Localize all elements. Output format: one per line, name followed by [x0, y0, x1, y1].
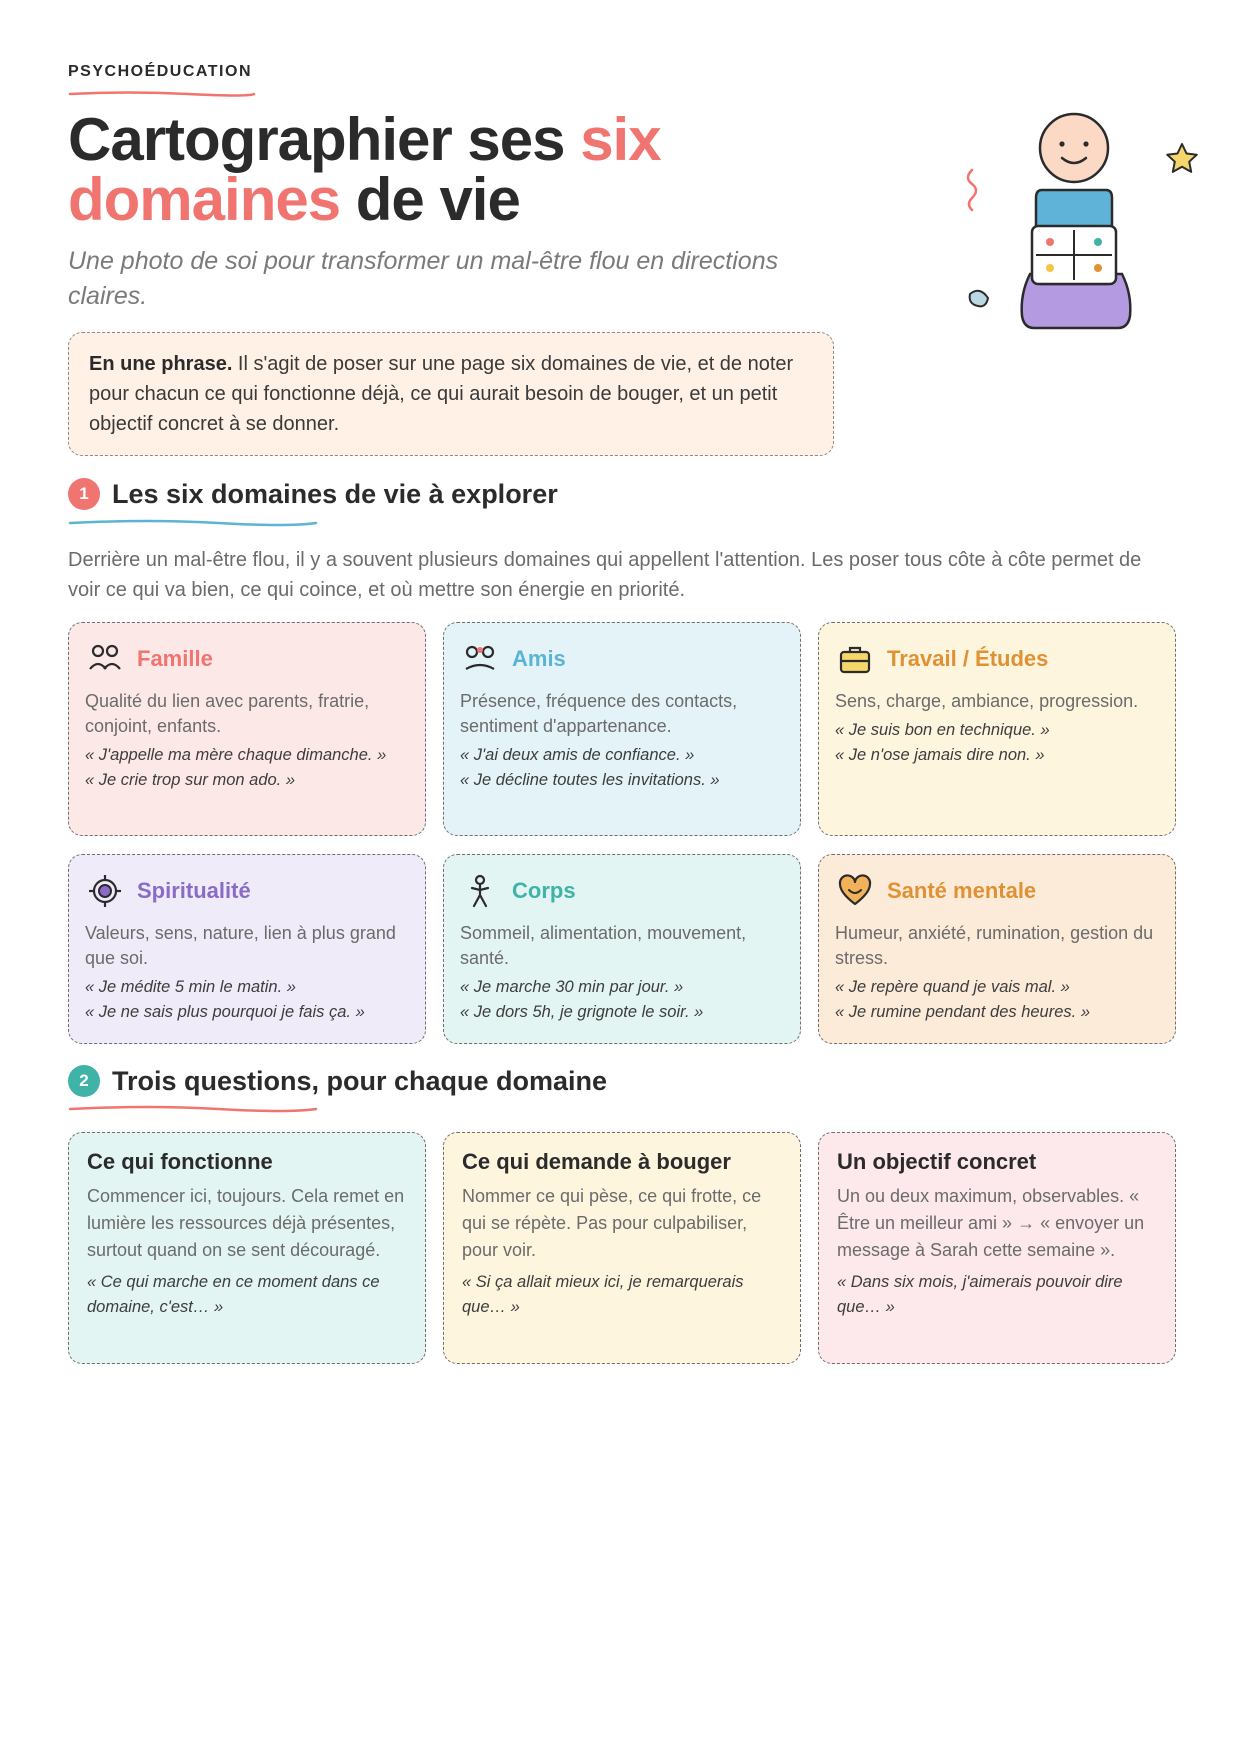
- family-icon: [85, 639, 125, 679]
- domain-description: Sens, charge, ambiance, progression.: [835, 691, 1139, 711]
- question-quote: « Dans six mois, j'aimerais pouvoir dire que… »: [837, 1273, 1123, 1316]
- eyebrow-underline: [68, 90, 256, 98]
- domain-quote: « Je médite 5 min le matin. »: [85, 978, 296, 996]
- section-2-underline: [68, 1104, 318, 1114]
- domain-card-corps: [443, 854, 801, 1044]
- question-card-fonctionne: [68, 1132, 426, 1364]
- leaf-decoration: [970, 291, 988, 307]
- domain-quote: « Je rumine pendant des heures. »: [835, 1003, 1091, 1021]
- star-icon: [1167, 144, 1197, 172]
- title-part2: de vie: [340, 166, 520, 233]
- domain-title: Santé mentale: [887, 878, 1037, 903]
- domain-title: Corps: [512, 878, 576, 903]
- domain-description: Sommeil, alimentation, mouvement, santé.: [460, 923, 747, 968]
- domain-title: Spiritualité: [137, 878, 251, 903]
- section-1-heading: [68, 478, 558, 510]
- heart-icon: [835, 871, 875, 911]
- summary-text: Il s'agit de poser sur une page six domaines de vie, et de noter pour chacun ce qui fonctionne déjà, ce qui aurait besoin de bouger, et un petit objectif concret à se donner.: [89, 353, 794, 435]
- domain-description: Présence, fréquence des contacts, sentiment d'appartenance.: [460, 691, 738, 736]
- domain-quote: « Je crie trop sur mon ado. »: [85, 771, 296, 789]
- domain-card-spiritualite: [68, 854, 426, 1044]
- domain-quote: « Je dors 5h, je grignote le soir. »: [460, 1003, 704, 1021]
- target-icon: [85, 871, 125, 911]
- domain-card-famille: [68, 622, 426, 836]
- question-title: Ce qui demande à bouger: [462, 1149, 731, 1174]
- domain-title: Travail / Études: [887, 646, 1049, 671]
- section-2-title: Trois questions, pour chaque domaine: [112, 1065, 608, 1096]
- domain-card-amis: [443, 622, 801, 836]
- title-part1: Cartographier ses: [68, 106, 581, 173]
- domain-quote: « Je suis bon en technique. »: [835, 721, 1050, 739]
- domain-description: Qualité du lien avec parents, fratrie, conjoint, enfants.: [85, 691, 370, 736]
- question-description: Nommer ce qui pèse, ce qui frotte, ce qui se répète. Pas pour culpabiliser, pour voir.: [462, 1186, 762, 1260]
- person-holding-grid-illustration: [900, 106, 1230, 346]
- domain-title: Famille: [137, 646, 213, 671]
- title-accent-domaines: domaines: [68, 166, 341, 233]
- section-2-heading: [68, 1065, 607, 1097]
- page-title: [68, 106, 848, 233]
- questions-grid: [68, 1132, 1176, 1364]
- page-subtitle: Une photo de soi pour transformer un mal-être flou en directions claires.: [68, 247, 779, 310]
- domain-description: Valeurs, sens, nature, lien à plus grand que soi.: [85, 923, 396, 968]
- section-1-title: Les six domaines de vie à explorer: [112, 478, 558, 509]
- title-accent-six: six: [580, 106, 661, 173]
- domain-description: Humeur, anxiété, rumination, gestion du stress.: [835, 923, 1154, 968]
- question-card-bouger: [443, 1132, 801, 1364]
- summary-box: [68, 332, 834, 456]
- section-1-underline: [68, 518, 318, 528]
- section-2-number-badge: 2: [68, 1065, 100, 1097]
- squiggle-decoration: [968, 170, 976, 210]
- question-title: Ce qui fonctionne: [87, 1149, 273, 1174]
- domain-card-travail: [818, 622, 1176, 836]
- question-title: Un objectif concret: [837, 1149, 1037, 1174]
- question-quote: « Ce qui marche en ce moment dans ce domaine, c'est… »: [87, 1273, 380, 1316]
- domain-quote: « J'ai deux amis de confiance. »: [460, 746, 695, 764]
- domain-title: Amis: [512, 646, 566, 671]
- domains-grid: [68, 622, 1176, 1044]
- domain-quote: « Je ne sais plus pourquoi je fais ça. »: [85, 1003, 365, 1021]
- question-description: Un ou deux maximum, observables. « Être un meilleur ami » → « envoyer un message à Sarah cette semaine ».: [837, 1186, 1145, 1260]
- question-description: Commencer ici, toujours. Cela remet en lumière les ressources déjà présentes, surtout quand on se sent découragé.: [87, 1186, 405, 1260]
- body-icon: [460, 871, 500, 911]
- section-1-number-badge: 1: [68, 478, 100, 510]
- domain-quote: « Je marche 30 min par jour. »: [460, 978, 684, 996]
- eyebrow-label: PSYCHOÉDUCATION: [68, 63, 252, 80]
- domain-quote: « Je décline toutes les invitations. »: [460, 771, 720, 789]
- domain-quote: « J'appelle ma mère chaque dimanche. »: [85, 746, 387, 764]
- question-quote: « Si ça allait mieux ici, je remarquerais que… »: [462, 1273, 744, 1316]
- section-1-intro: Derrière un mal-être flou, il y a souvent plusieurs domaines qui appellent l'attention. Les poser tous côte à côte permet de voir ce qui va bien, ce qui coince, et où mettre son énergie en priorité.: [68, 549, 1142, 601]
- briefcase-icon: [835, 639, 875, 679]
- summary-lead: En une phrase.: [89, 353, 233, 375]
- question-card-objectif: [818, 1132, 1176, 1364]
- domain-card-sante-mentale: [818, 854, 1176, 1044]
- domain-quote: « Je n'ose jamais dire non. »: [835, 746, 1045, 764]
- domain-quote: « Je repère quand je vais mal. »: [835, 978, 1070, 996]
- friends-icon: [460, 639, 500, 679]
